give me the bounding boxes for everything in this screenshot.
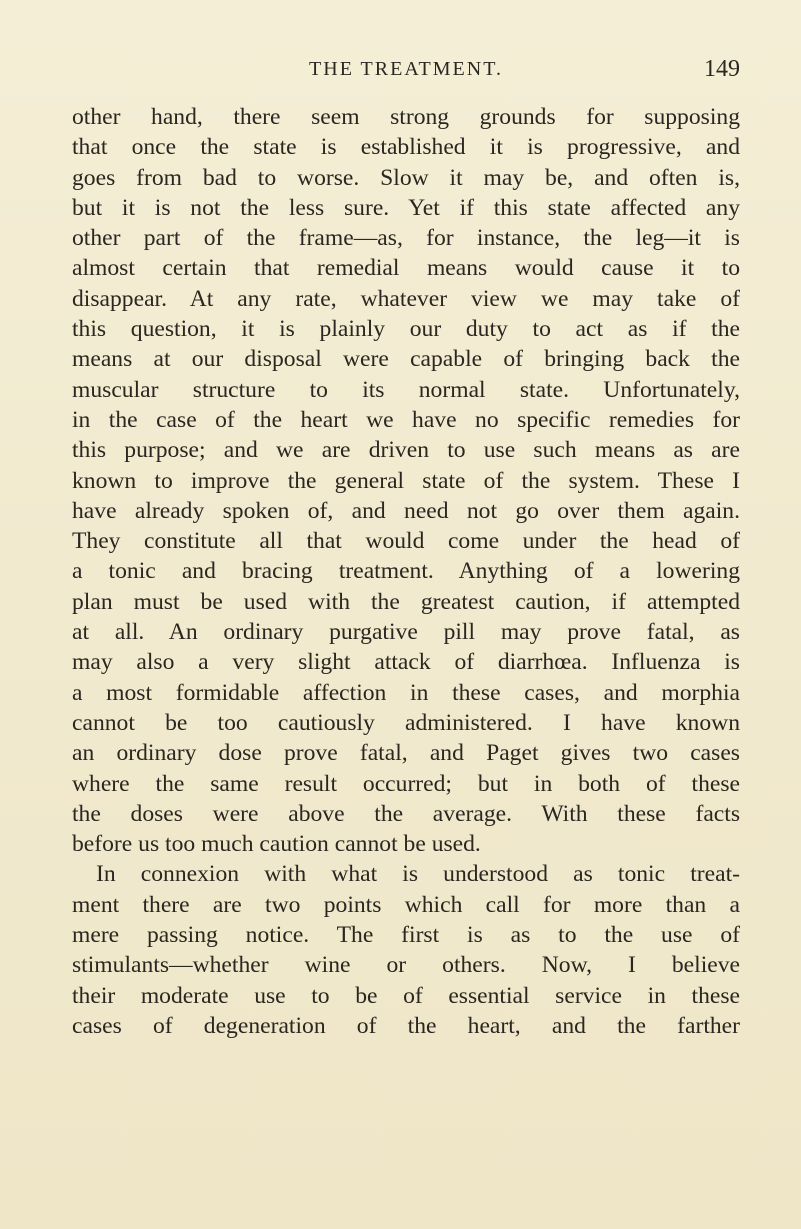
text-line: this purpose; and we are driven to use such means as are	[72, 437, 740, 464]
text-line: before us too much caution cannot be used.	[72, 831, 481, 858]
text-line: cases of degeneration of the heart, and the farther	[72, 1012, 740, 1039]
text-line: disappear. At any rate, whatever view we may take of	[72, 285, 740, 312]
text-line: almost certain that remedial means would cause it to	[72, 255, 740, 282]
text-line: a most formidable affection in these cases, and morphia	[72, 679, 740, 706]
text-line: ment there are two points which call for more than a	[72, 891, 740, 918]
text-line: that once the state is established it is progressive, and	[72, 134, 740, 161]
text-line: at all. An ordinary purgative pill may prove fatal, as	[72, 619, 740, 646]
text-line: where the same result occurred; but in both of these	[72, 770, 740, 797]
text-line: may also a very slight attack of diarrhœa. Influenza is	[72, 649, 740, 676]
body-text	[72, 102, 740, 1041]
text-line: cannot be too cautiously administered. I have known	[72, 709, 740, 736]
text-line: the doses were above the average. With these facts	[72, 800, 740, 827]
page-header	[72, 58, 740, 88]
text-line: stimulants—whether wine or others. Now, I believe	[72, 952, 740, 979]
text-line: plan must be used with the greatest caution, if attempted	[72, 588, 740, 615]
text-line: this question, it is plainly our duty to act as if the	[72, 316, 740, 343]
text-line: goes from bad to worse. Slow it may be, and often is,	[72, 164, 740, 191]
text-line: their moderate use to be of essential service in these	[72, 982, 740, 1009]
text-line: means at our disposal were capable of bringing back the	[72, 346, 740, 373]
page-number: 149	[704, 56, 740, 82]
text-line: an ordinary dose prove fatal, and Paget gives two cases	[72, 740, 740, 767]
text-line: in the case of the heart we have no specific remedies for	[72, 406, 740, 433]
text-line: known to improve the general state of the system. These I	[72, 467, 740, 494]
text-line: muscular structure to its normal state. Unfortunately,	[72, 376, 740, 403]
running-head: THE TREATMENT.	[309, 58, 503, 80]
text-line: have already spoken of, and need not go over them again.	[72, 497, 740, 524]
text-line: mere passing notice. The first is as to the use of	[72, 922, 740, 949]
text-line: In connexion with what is understood as tonic treat-	[96, 861, 740, 888]
text-line: other hand, there seem strong grounds for supposing	[72, 104, 740, 130]
text-line: a tonic and bracing treatment. Anything of a lowering	[72, 558, 740, 585]
text-line: They constitute all that would come under the head of	[72, 528, 740, 555]
text-line: but it is not the less sure. Yet if this state affected any	[72, 194, 740, 221]
text-line: other part of the frame—as, for instance, the leg—it is	[72, 225, 740, 252]
